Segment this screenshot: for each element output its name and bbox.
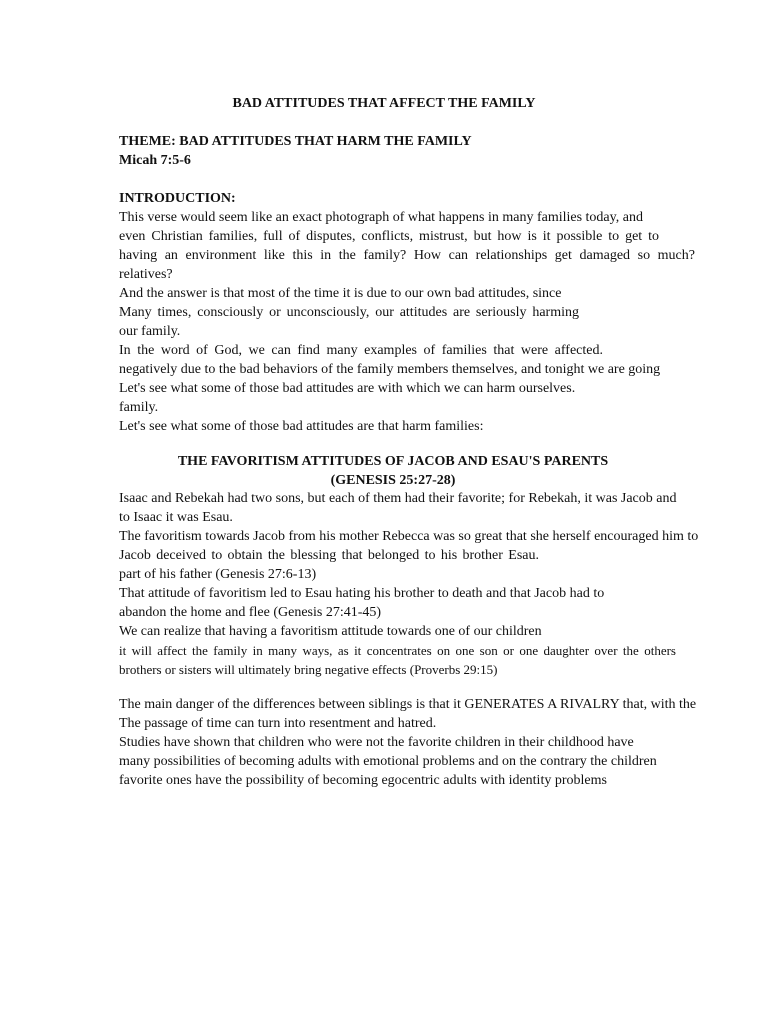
paragraph-line: The favoritism towards Jacob from his mother Rebecca was so great that she herself encouraged him to (119, 529, 699, 544)
scripture-reference: Micah 7:5-6 (119, 153, 191, 168)
rivalry-section (119, 695, 709, 790)
paragraph-line: Let's see what some of those bad attitudes are with which we can harm ourselves. (119, 381, 576, 396)
section-subheading: (GENESIS 25:27-28) (330, 473, 456, 488)
paragraph-line: even Christian families, full of disputes, conflicts, mistrust, but how is it possible to get to (119, 229, 659, 244)
paragraph-line: Studies have shown that children who were not the favorite children in their childhood have (119, 735, 634, 750)
theme-line: THEME: BAD ATTITUDES THAT HARM THE FAMILY (119, 134, 472, 149)
paragraph-line: to Isaac it was Esau. (119, 510, 233, 525)
paragraph-line: And the answer is that most of the time it is due to our own bad attitudes, since (119, 286, 562, 301)
paragraph-line: abandon the home and flee (Genesis 27:41-45) (119, 605, 382, 620)
paragraph-line: it will affect the family in many ways, as it concentrates on one son or one daughter over the others (119, 643, 676, 658)
paragraph-line: brothers or sisters will ultimately bring negative effects (Proverbs 29:15) (119, 662, 498, 677)
paragraph-line: That attitude of favoritism led to Esau hating his brother to death and that Jacob had to (119, 586, 605, 601)
paragraph-line: family. (119, 400, 159, 415)
paragraph-line: relatives? (119, 267, 173, 282)
introduction-heading: INTRODUCTION: (119, 191, 236, 206)
paragraph-line: Isaac and Rebekah had two sons, but each of them had their favorite; for Rebekah, it was Jacob and (119, 491, 677, 506)
paragraph-line: negatively due to the bad behaviors of the family members themselves, and tonight we are going (119, 362, 661, 377)
paragraph-line: favorite ones have the possibility of becoming egocentric adults with identity problems (119, 773, 607, 788)
paragraph-line: In the word of God, we can find many examples of families that were affected. (119, 343, 603, 358)
paragraph-line: Let's see what some of those bad attitudes are that harm families: (119, 419, 484, 434)
paragraph-line: having an environment like this in the family? How can relationships get damaged so much? (119, 248, 695, 263)
paragraph-line: our family. (119, 324, 181, 339)
section-heading: THE FAVORITISM ATTITUDES OF JACOB AND ESAU'S PARENTS (177, 454, 609, 469)
paragraph-line: We can realize that having a favoritism attitude towards one of our children (119, 624, 542, 639)
paragraph-line: This verse would seem like an exact photograph of what happens in many families today, and (119, 210, 643, 225)
paragraph-line: part of his father (Genesis 27:6-13) (119, 567, 317, 582)
paragraph-line: The main danger of the differences between siblings is that it GENERATES A RIVALRY that, with the (119, 697, 697, 712)
favoritism-section (119, 489, 709, 679)
theme-block (119, 132, 709, 170)
introduction-section (119, 189, 709, 436)
paragraph-line: Jacob deceived to obtain the blessing that belonged to his brother Esau. (119, 548, 539, 563)
paragraph-line: Many times, consciously or unconsciously, our attitudes are seriously harming (119, 305, 579, 320)
paragraph-line: The passage of time can turn into resentment and hatred. (119, 716, 437, 731)
paragraph-line: many possibilities of becoming adults with emotional problems and on the contrary the children (119, 754, 657, 769)
document-title: BAD ATTITUDES THAT AFFECT THE FAMILY (232, 96, 536, 111)
